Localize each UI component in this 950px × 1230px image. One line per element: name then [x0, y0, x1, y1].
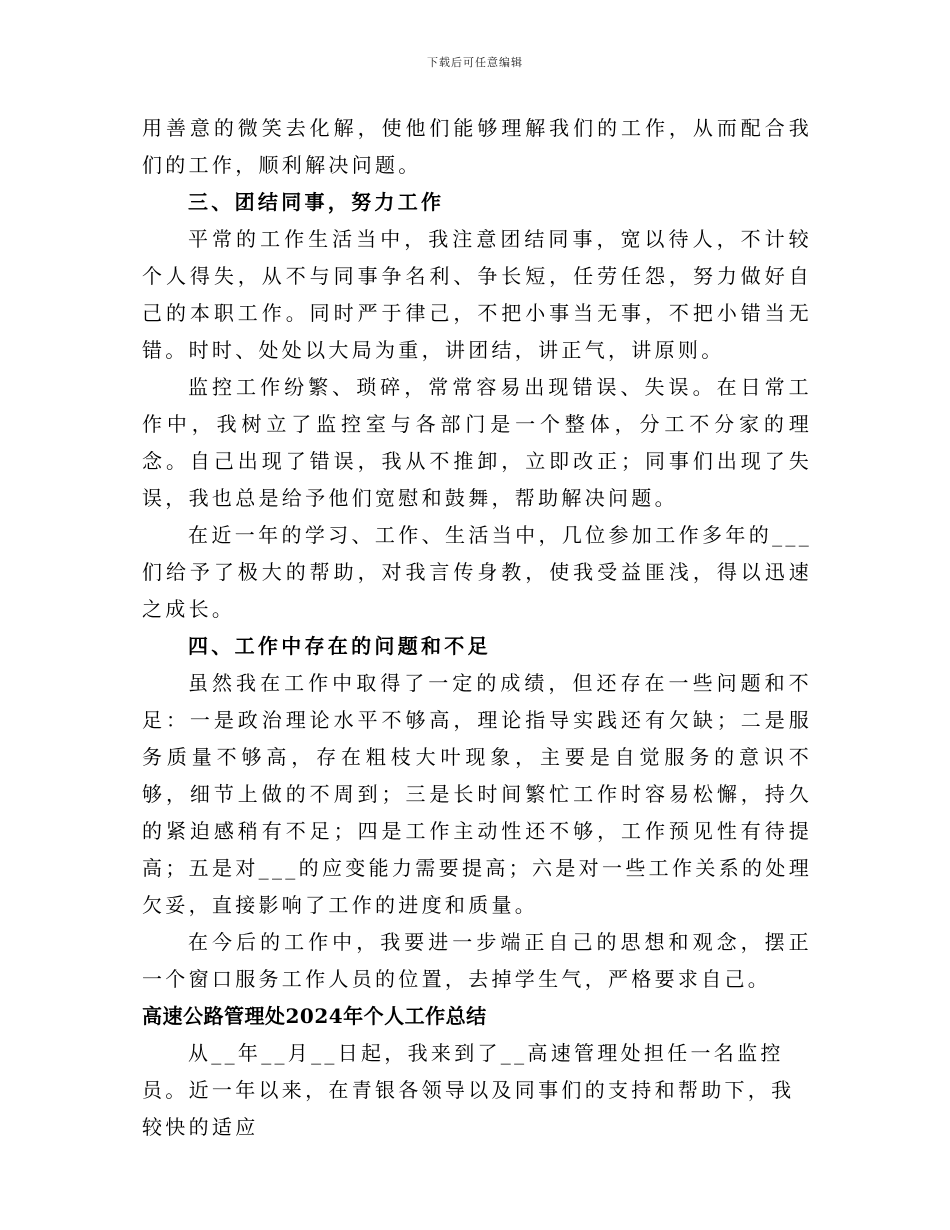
- section-heading-4: 四、工作中存在的问题和不足: [188, 634, 491, 658]
- paragraph-intro: 从__年__月__日起，我来到了__高速管理处担任一名监控员。近一年以来，在青银各领导以及同事们的支持和帮助下，我较快的适应: [142, 1041, 795, 1139]
- paragraph-future: 在今后的工作中，我要进一步端正自己的思想和观念，摆正一个窗口服务工作人员的位置，去掉学生气，严格要求自己。: [142, 930, 812, 991]
- paragraph-growth: 在近一年的学习、工作、生活当中，几位参加工作多年的___们给予了极大的帮助，对我言传身教，使我受益匪浅，得以迅速之成长。: [142, 523, 812, 621]
- document-title: 高速公路管理处2024年个人工作总结: [142, 1004, 487, 1028]
- paragraph-monitoring: 监控工作纷繁、琐碎，常常容易出现错误、失误。在日常工作中，我树立了监控室与各部门是一个整体，分工不分家的理念。自己出现了错误，我从不推卸，立即改正；同事们出现了失误，我也总是给予他们宽慰和鼓舞，帮助解决问题。: [142, 375, 812, 510]
- document-body: [142, 110, 812, 1146]
- paragraph-problems: 虽然我在工作中取得了一定的成绩，但还存在一些问题和不足：一是政治理论水平不够高，理论指导实践还有欠缺；二是服务质量不够高，存在粗枝大叶现象，主要是自觉服务的意识不够，细节上做的不周到；三是长时间繁忙工作时容易松懈，持久的紧迫感稍有不足；四是工作主动性还不够，工作预见性有待提高；五是对___的应变能力需要提高；六是对一些工作关系的处理欠妥，直接影响了工作的进度和质量。: [142, 671, 812, 917]
- page-header: 下载后可任意编辑: [427, 56, 523, 69]
- paragraph-continuation: 用善意的微笑去化解，使他们能够理解我们的工作，从而配合我们的工作，顺利解决问题。: [142, 116, 812, 177]
- section-heading-3: 三、团结同事，努力工作: [188, 190, 445, 214]
- paragraph-unity: 平常的工作生活当中，我注意团结同事，宽以待人，不计较个人得失，从不与同事争名利、争长短，任劳任怨，努力做好自己的本职工作。同时严于律己，不把小事当无事，不把小错当无错。时时、处处以大局为重，讲团结，讲正气，讲原则。: [142, 227, 812, 362]
